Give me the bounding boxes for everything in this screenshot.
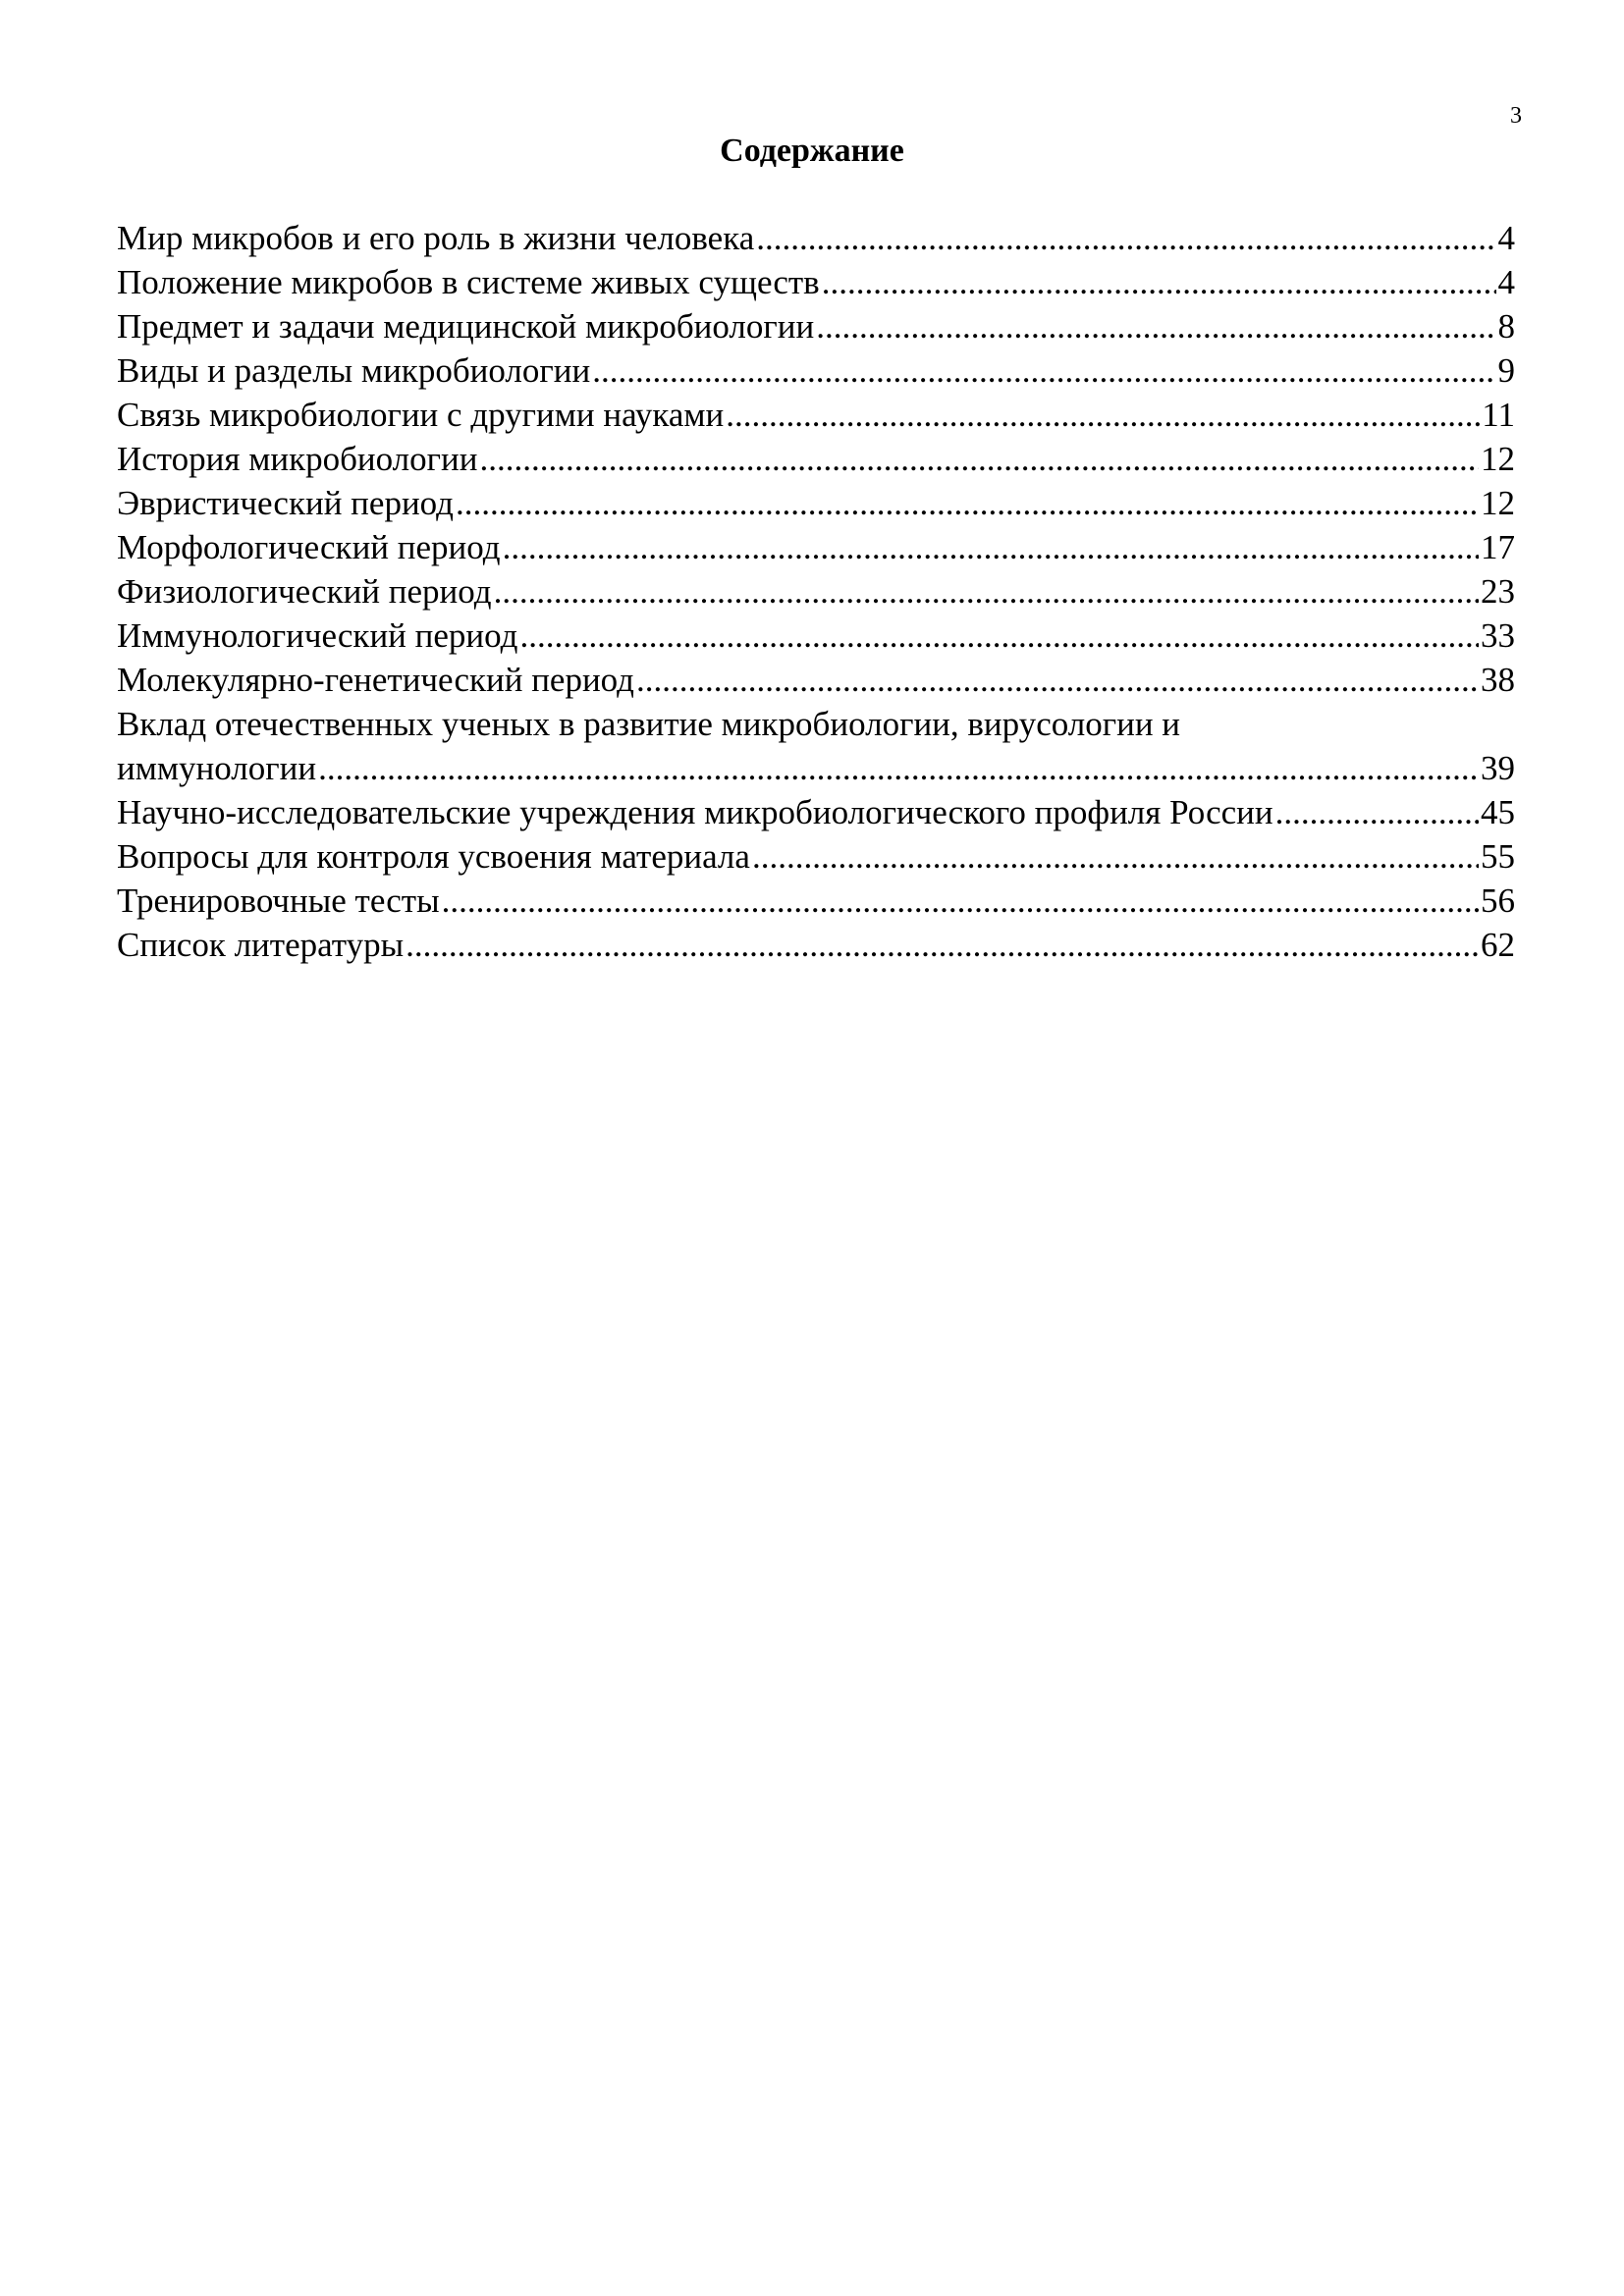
toc-entry[interactable] [117,304,1515,348]
toc-entry-title: Мир микробов и его роль в жизни человека [117,219,755,257]
toc-entry-title: Предмет и задачи медицинской микробиологии [117,307,815,346]
toc-entry-title: Вопросы для контроля усвоения материала [117,837,750,876]
toc-entry[interactable] [117,702,1515,790]
toc-entry[interactable] [117,348,1515,393]
toc-entry[interactable] [117,393,1515,437]
toc-dot-leader [456,481,1479,525]
toc-entry-title: Виды и разделы микробиологии [117,351,591,390]
toc-entry-page: 17 [1481,528,1515,566]
toc-dot-leader [479,437,1479,481]
toc-dot-leader [406,923,1479,967]
toc-entry-title: Морфологический период [117,528,501,566]
toc-entry-page: 23 [1481,572,1515,611]
toc-entry[interactable] [117,216,1515,260]
toc-entry[interactable] [117,614,1515,658]
toc-entry-title: Иммунологический период [117,616,518,655]
toc-entry-page: 11 [1482,396,1515,434]
toc-entry-title: Связь микробиологии с другими науками [117,396,725,434]
toc-entry-page: 62 [1481,926,1515,964]
toc-title: Содержание [720,133,904,169]
toc-entry-title: Положение микробов в системе живых существ [117,263,820,301]
toc-dot-leader [592,348,1495,393]
toc-entry[interactable] [117,481,1515,525]
table-of-contents [117,216,1515,967]
toc-dot-leader [1275,790,1479,834]
toc-entry-page: 4 [1497,219,1515,257]
toc-entry-page: 4 [1497,263,1515,301]
toc-dot-leader [442,879,1479,923]
toc-dot-leader [494,569,1479,614]
toc-dot-leader [756,216,1495,260]
toc-dot-leader [636,658,1479,702]
toc-dot-leader [822,260,1496,304]
toc-dot-leader [318,746,1479,790]
toc-entry-title: Тренировочные тесты [117,881,440,920]
toc-entry-title-line1: Вклад отечественных ученых в развитие микробиологии, вирусологии и [117,705,1181,743]
toc-dot-leader [519,614,1479,658]
toc-entry[interactable] [117,834,1515,879]
toc-entry-page: 45 [1481,793,1515,831]
toc-entry-title: История микробиологии [117,440,478,478]
page-number: 3 [1510,103,1522,129]
toc-entry-title: Эвристический период [117,484,454,522]
toc-dot-leader [726,393,1480,437]
toc-entry-page: 39 [1481,749,1515,787]
toc-entry-title: Молекулярно-генетический период [117,661,634,699]
toc-entry[interactable] [117,658,1515,702]
toc-entry-title: Научно-исследовательские учреждения микробиологического профиля России [117,793,1273,831]
toc-entry[interactable] [117,437,1515,481]
toc-entry-title: Список литературы [117,926,405,964]
toc-dot-leader [752,834,1479,879]
toc-entry[interactable] [117,879,1515,923]
toc-entry[interactable] [117,923,1515,967]
toc-entry-page: 12 [1481,484,1515,522]
toc-entry-page: 56 [1481,881,1515,920]
toc-entry-page: 55 [1481,837,1515,876]
toc-entry-page: 12 [1481,440,1515,478]
toc-entry-page: 9 [1497,351,1515,390]
toc-entry-title-line2: иммунологии [117,749,317,787]
toc-entry-title: Физиологический период [117,572,492,611]
toc-entry-page: 38 [1481,661,1515,699]
toc-entry-page: 33 [1481,616,1515,655]
toc-entry-page: 8 [1497,307,1515,346]
toc-entry[interactable] [117,260,1515,304]
toc-entry[interactable] [117,569,1515,614]
toc-entry[interactable] [117,525,1515,569]
toc-dot-leader [503,525,1479,569]
toc-entry[interactable] [117,790,1515,834]
toc-dot-leader [816,304,1495,348]
